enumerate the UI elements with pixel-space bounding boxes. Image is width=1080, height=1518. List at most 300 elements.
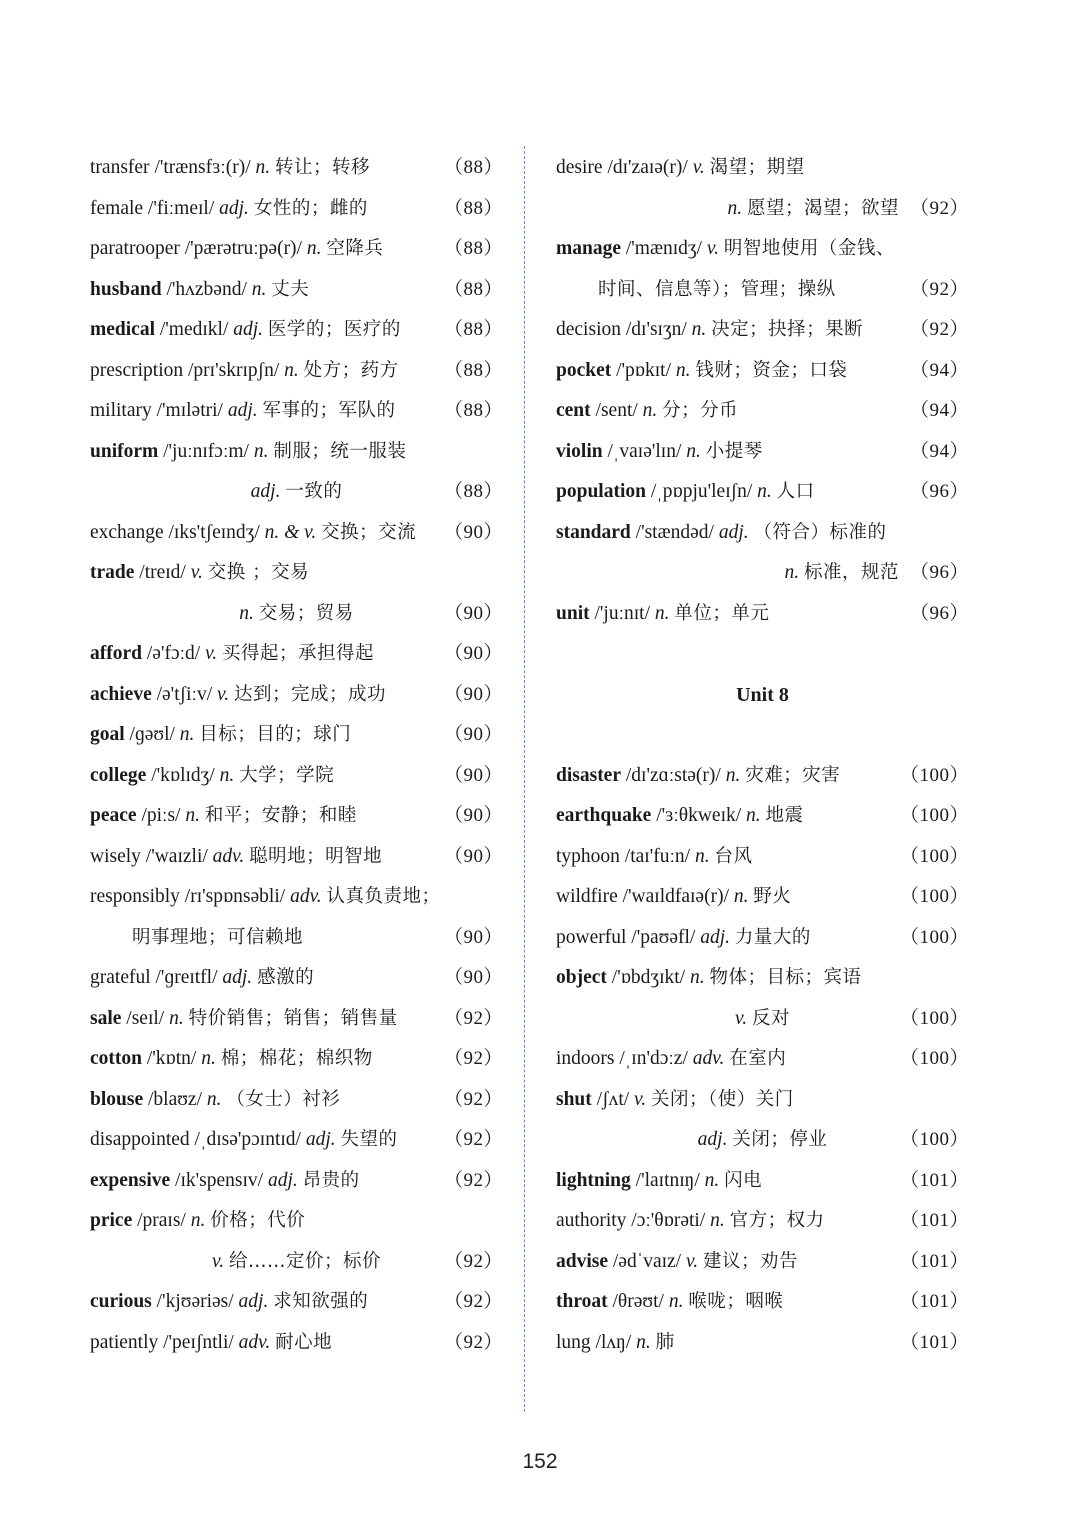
vocab-entry <box>90 1323 503 1364</box>
phonetic: /ədˈvaɪz/ <box>612 1250 682 1272</box>
meaning: 失望的 <box>340 1129 398 1150</box>
part-of-speech: v. <box>190 562 203 583</box>
part-of-speech: n. <box>206 1088 222 1110</box>
phonetic: /dɪ'zaɪə(r)/ <box>607 157 688 178</box>
headword: indoors <box>556 1048 615 1069</box>
page-ref: （92） <box>443 1250 503 1272</box>
part-of-speech: n. <box>725 764 741 786</box>
part-of-speech: n. <box>253 440 269 462</box>
page-ref: （88） <box>443 197 503 219</box>
page-ref: （88） <box>443 481 503 502</box>
phonetic: /dɪ'zɑːstə(r)/ <box>625 764 721 786</box>
headword: cotton <box>90 1048 142 1069</box>
meaning: 明事理地；可信赖地 <box>132 926 304 948</box>
headword: peace <box>90 805 137 826</box>
part-of-speech: v. <box>706 238 719 259</box>
phonetic: /'waɪzli/ <box>145 845 208 867</box>
page-ref: （100） <box>899 886 969 907</box>
page-ref: （96） <box>909 562 969 583</box>
part-of-speech: n. <box>201 1048 216 1069</box>
sense-text <box>735 999 790 1040</box>
vocab-entry <box>90 1080 503 1121</box>
vocab-entry <box>556 310 969 351</box>
vocab-entry <box>90 715 503 756</box>
vocab-entry <box>90 1161 503 1202</box>
phonetic: /'hʌzbənd/ <box>166 278 247 300</box>
meaning: 医学的；医疗的 <box>267 319 401 340</box>
page-ref: （92） <box>443 1331 503 1353</box>
meaning: 人口 <box>776 481 815 502</box>
vocab-entry <box>90 675 503 716</box>
headword: lung <box>556 1331 591 1353</box>
meaning: 肺 <box>655 1331 675 1353</box>
phonetic: /sent/ <box>595 400 638 421</box>
meaning: 制服；统一服装 <box>273 440 407 462</box>
meaning: 分；分币 <box>662 400 739 421</box>
phonetic: /dɪ'sɪʒn/ <box>625 319 687 340</box>
part-of-speech: v. <box>212 1250 225 1272</box>
part-of-speech: n. <box>686 440 701 462</box>
meaning: 愿望；渴望；欲望 <box>746 197 899 219</box>
meaning: 给……定价；标价 <box>228 1250 381 1272</box>
meaning: 目标；目的；球门 <box>199 724 352 745</box>
headword: typhoon <box>556 845 620 867</box>
part-of-speech: n. <box>710 1210 725 1231</box>
page-ref: （90） <box>443 521 503 543</box>
vocab-entry <box>556 796 969 837</box>
page-ref: （101） <box>899 1169 969 1191</box>
meaning: 台风 <box>714 845 753 867</box>
meaning: 丈夫 <box>271 278 310 300</box>
vocab-entry <box>556 958 969 999</box>
meaning: 关闭；（使）关门 <box>651 1088 794 1110</box>
part-of-speech: n. <box>694 845 710 867</box>
part-of-speech: adj. <box>219 197 249 219</box>
meaning: 求知欲强的 <box>273 1291 369 1312</box>
headword: standard <box>556 521 631 543</box>
part-of-speech: n. <box>190 1210 206 1231</box>
vocab-entry <box>90 553 503 594</box>
phonetic: /'laɪtnɪŋ/ <box>635 1169 700 1191</box>
meaning: 价格；代价 <box>210 1210 306 1231</box>
meaning: 灾难；灾害 <box>745 764 841 786</box>
part-of-speech: adj. <box>233 319 264 340</box>
page-ref: （92） <box>909 197 969 219</box>
headword: curious <box>90 1291 152 1312</box>
vocab-entry <box>556 756 969 797</box>
page-ref: （88） <box>443 359 503 381</box>
vocab-entry <box>556 1282 969 1323</box>
headword: throat <box>556 1291 608 1312</box>
headword: paratrooper <box>90 238 180 259</box>
meaning: 聪明地；明智地 <box>249 845 383 867</box>
meaning: 喉咙；咽喉 <box>688 1291 784 1312</box>
vocab-sense <box>556 189 969 230</box>
meaning: 耐心地 <box>275 1331 333 1353</box>
meaning: 小提琴 <box>705 440 763 462</box>
vocab-entry <box>90 513 503 554</box>
headword: wildfire <box>556 886 618 907</box>
page-ref: （92） <box>909 278 969 300</box>
page-ref: （88） <box>443 157 503 178</box>
part-of-speech: v. <box>685 1250 699 1272</box>
part-of-speech: adj. <box>238 1291 269 1312</box>
headword: achieve <box>90 683 152 705</box>
headword: manage <box>556 238 621 259</box>
phonetic: /θrəʊt/ <box>612 1291 664 1312</box>
phonetic: /'pærətruːpə(r)/ <box>184 238 302 259</box>
meaning: 物体；目标；宾语 <box>709 967 862 988</box>
phonetic: /'pɒkɪt/ <box>616 359 672 381</box>
vocab-entry <box>556 1242 969 1283</box>
page-ref: （90） <box>443 602 503 624</box>
meaning: 建议；劝告 <box>702 1250 798 1272</box>
page-ref: （96） <box>909 481 969 502</box>
sense-text <box>784 553 899 594</box>
page-ref: （88） <box>443 238 503 259</box>
right-column <box>556 148 969 1363</box>
vocab-sense <box>90 472 503 513</box>
part-of-speech: v. <box>205 643 218 664</box>
headword: blouse <box>90 1088 144 1110</box>
headword: expensive <box>90 1169 171 1191</box>
page-ref: （88） <box>443 319 503 340</box>
phonetic: /'mɪlətri/ <box>156 400 223 421</box>
headword: decision <box>556 319 621 340</box>
vocab-entry <box>90 1201 503 1242</box>
part-of-speech: adj. <box>227 400 258 421</box>
vocab-continuation <box>556 270 969 311</box>
part-of-speech: n. <box>219 764 235 786</box>
headword: lightning <box>556 1169 631 1191</box>
page-ref: （92） <box>443 1007 503 1029</box>
headword: authority <box>556 1210 627 1231</box>
page-ref: （96） <box>909 602 969 624</box>
page-ref: （94） <box>909 359 969 381</box>
page-ref: （100） <box>899 1007 969 1029</box>
vocab-entry <box>556 1323 969 1364</box>
meaning: 达到；完成；成功 <box>233 683 386 705</box>
headword: object <box>556 967 607 988</box>
sense-text <box>239 594 354 635</box>
vocab-entry <box>556 472 969 513</box>
vocab-entry <box>556 432 969 473</box>
headword: prescription <box>90 359 184 381</box>
part-of-speech: n. <box>185 805 200 826</box>
meaning: 转让；转移 <box>275 157 371 178</box>
part-of-speech: n. <box>746 805 761 826</box>
left-column <box>90 148 503 1363</box>
part-of-speech: n. <box>757 481 772 502</box>
meaning: 关闭；停业 <box>732 1129 828 1150</box>
part-of-speech: n. <box>179 724 195 745</box>
part-of-speech: n. <box>704 1169 720 1191</box>
phonetic: /blaʊz/ <box>147 1088 202 1110</box>
part-of-speech: n. <box>284 359 299 381</box>
meaning: 渴望；期望 <box>709 157 805 178</box>
headword: desire <box>556 157 603 178</box>
phonetic: /ɪks'tʃeɪndʒ/ <box>168 521 260 543</box>
part-of-speech: adv. <box>692 1048 725 1069</box>
phonetic: /lʌŋ/ <box>595 1331 632 1353</box>
part-of-speech: n. <box>239 602 254 624</box>
phonetic: /ə'fɔːd/ <box>146 643 201 664</box>
phonetic: /'stændəd/ <box>635 521 714 543</box>
vocab-entry <box>556 148 969 189</box>
meaning: 一致的 <box>285 481 343 502</box>
meaning: 明智地使用（金钱、 <box>723 238 895 259</box>
part-of-speech: n. <box>733 886 749 907</box>
page-ref: （90） <box>443 724 503 745</box>
phonetic: /'kjʊəriəs/ <box>156 1291 234 1312</box>
page-ref: （90） <box>443 643 503 664</box>
part-of-speech: n. <box>691 319 707 340</box>
vocab-entry <box>90 1039 503 1080</box>
phonetic: /'mænɪdʒ/ <box>625 238 702 259</box>
meaning: 棉；棉花；棉织物 <box>220 1048 373 1069</box>
headword: sale <box>90 1007 122 1029</box>
vocab-sense <box>90 1242 503 1283</box>
meaning: 交换 ；交易 <box>207 562 310 583</box>
meaning: 力量大的 <box>734 926 811 948</box>
vocab-entry <box>556 1039 969 1080</box>
phonetic: /ˌdɪsə'pɔɪntɪd/ <box>194 1129 301 1150</box>
part-of-speech: adv. <box>212 845 245 867</box>
vocab-entry <box>556 1080 969 1121</box>
headword: college <box>90 764 147 786</box>
vocab-entry <box>556 837 969 878</box>
vocab-entry <box>90 310 503 351</box>
headword: patiently <box>90 1331 159 1353</box>
headword: shut <box>556 1088 592 1110</box>
vocab-entry <box>90 796 503 837</box>
meaning: 标准，规范 <box>803 562 899 583</box>
part-of-speech: n. <box>689 967 705 988</box>
phonetic: /praɪs/ <box>137 1210 186 1231</box>
page-ref: （92） <box>443 1088 503 1110</box>
meaning: （女士）衬衫 <box>226 1088 341 1110</box>
unit-heading: Unit 8 <box>736 683 789 706</box>
part-of-speech: adj. <box>697 1129 728 1150</box>
phonetic: /'paʊəfl/ <box>631 926 696 948</box>
phonetic: /'kɒlɪdʒ/ <box>151 764 215 786</box>
part-of-speech: v. <box>735 1007 748 1029</box>
phonetic: /rɪ'spɒnsəbli/ <box>184 886 286 907</box>
part-of-speech: adj. <box>267 1169 298 1191</box>
meaning: 地震 <box>765 805 804 826</box>
phonetic: /piːs/ <box>141 805 181 826</box>
page-ref: （100） <box>899 926 969 948</box>
meaning: 决定；抉择；果断 <box>711 319 864 340</box>
headword: cent <box>556 400 591 421</box>
part-of-speech: n. <box>169 1007 184 1029</box>
meaning: 处方；药方 <box>303 359 399 381</box>
page-ref: （94） <box>909 400 969 421</box>
meaning: 在室内 <box>729 1048 787 1069</box>
phonetic: /ʃʌt/ <box>596 1088 630 1110</box>
sense-text <box>212 1242 381 1283</box>
meaning: 闪电 <box>724 1169 763 1191</box>
page-ref: （92） <box>443 1169 503 1191</box>
phonetic: /ˌɪn'dɔːz/ <box>619 1048 688 1069</box>
part-of-speech: n. <box>654 602 670 624</box>
headword: military <box>90 400 152 421</box>
vocab-entry <box>90 999 503 1040</box>
part-of-speech: adj. <box>222 967 253 988</box>
meaning: （符合）标准的 <box>753 521 887 543</box>
page-ref: （90） <box>443 967 503 988</box>
sense-text <box>727 189 899 230</box>
part-of-speech: n. <box>784 562 800 583</box>
phonetic: /'ɡreɪtfl/ <box>155 967 218 988</box>
meaning: 女性的；雌的 <box>253 197 368 219</box>
meaning: 交易；贸易 <box>258 602 354 624</box>
part-of-speech: n. <box>642 400 658 421</box>
headword: population <box>556 481 646 502</box>
vocab-entry <box>556 391 969 432</box>
vocab-entry <box>556 877 969 918</box>
vocab-sense <box>556 553 969 594</box>
vocab-entry <box>90 1282 503 1323</box>
headword: earthquake <box>556 805 652 826</box>
page-ref: （92） <box>443 1048 503 1069</box>
vocab-entry <box>90 756 503 797</box>
headword: unit <box>556 602 590 624</box>
headword: husband <box>90 278 162 300</box>
phonetic: /ɔː'θɒrəti/ <box>631 1210 706 1231</box>
phonetic: /prɪ'skrɪpʃn/ <box>188 359 280 381</box>
vocab-entry <box>90 229 503 270</box>
headword: trade <box>90 562 135 583</box>
page-ref: （100） <box>899 1129 969 1150</box>
part-of-speech: n. <box>255 157 271 178</box>
phonetic: /'peɪʃntli/ <box>163 1331 234 1353</box>
phonetic: /ɪk'spensɪv/ <box>175 1169 264 1191</box>
phonetic: /seɪl/ <box>126 1007 165 1029</box>
phonetic: /ə'tʃiːv/ <box>156 683 213 705</box>
vocab-sense <box>556 1120 969 1161</box>
meaning: 感激的 <box>257 967 315 988</box>
part-of-speech: n. <box>668 1291 684 1312</box>
page-ref: （101） <box>899 1210 969 1231</box>
vocab-entry <box>556 1161 969 1202</box>
part-of-speech: adj. <box>250 481 281 502</box>
phonetic: /'juːnɪt/ <box>594 602 651 624</box>
vocab-entry <box>90 877 503 918</box>
page-ref: （90） <box>443 683 503 705</box>
part-of-speech: adj. <box>305 1129 336 1150</box>
part-of-speech: n. <box>727 197 743 219</box>
meaning: 认真负责地； <box>326 886 441 907</box>
page-ref: （90） <box>443 805 503 826</box>
page-ref: （100） <box>899 805 969 826</box>
page-ref: （90） <box>443 926 503 948</box>
page-ref: （90） <box>443 764 503 786</box>
vocab-entry <box>556 918 969 959</box>
vocab-sense <box>556 999 969 1040</box>
headword: price <box>90 1210 133 1231</box>
vocab-entry <box>90 391 503 432</box>
phonetic: /'fiːmeɪl/ <box>147 197 215 219</box>
headword: advise <box>556 1250 609 1272</box>
phonetic: /'ɜːθkweɪk/ <box>656 805 742 826</box>
headword: disappointed <box>90 1129 190 1150</box>
vocab-entry <box>556 594 969 635</box>
meaning: 钱财；资金；口袋 <box>695 359 848 381</box>
vocab-entry <box>90 634 503 675</box>
page-ref: （92） <box>443 1291 503 1312</box>
column-divider <box>524 146 525 1412</box>
blank-row <box>556 715 969 756</box>
part-of-speech: n. <box>636 1331 651 1353</box>
meaning: 野火 <box>753 886 792 907</box>
headword: medical <box>90 319 155 340</box>
part-of-speech: adv. <box>238 1331 271 1353</box>
phonetic: /'trænsfɜː(r)/ <box>154 157 251 178</box>
vocab-entry <box>556 513 969 554</box>
page-ref: （92） <box>909 319 969 340</box>
vocab-entry <box>90 270 503 311</box>
phonetic: /'ɒbdʒɪkt/ <box>611 967 686 988</box>
sense-text <box>698 1120 828 1161</box>
vocab-entry <box>90 958 503 999</box>
vocab-entry <box>90 351 503 392</box>
headword: goal <box>90 724 125 745</box>
page-ref: （88） <box>443 400 503 421</box>
phonetic: /ˌvaɪə'lɪn/ <box>607 440 682 462</box>
vocab-entry <box>556 229 969 270</box>
vocab-sense <box>90 594 503 635</box>
meaning: 单位；单元 <box>674 602 770 624</box>
meaning: 买得起；承担得起 <box>222 643 375 664</box>
page-ref: （100） <box>899 764 969 786</box>
part-of-speech: v. <box>692 157 705 178</box>
phonetic: /'waɪldfaɪə(r)/ <box>622 886 729 907</box>
meaning: 军事的；军队的 <box>262 400 396 421</box>
vocab-entry <box>90 189 503 230</box>
headword: violin <box>556 440 603 462</box>
page-ref: （101） <box>899 1331 969 1353</box>
page-ref: （101） <box>899 1291 969 1312</box>
vocab-continuation <box>90 918 503 959</box>
headword: female <box>90 197 144 219</box>
blank-row <box>556 634 969 675</box>
part-of-speech: n. <box>251 278 267 300</box>
phonetic: /ɡəʊl/ <box>129 724 175 745</box>
page-ref: （94） <box>909 440 969 462</box>
meaning: 空降兵 <box>326 238 384 259</box>
headword: transfer <box>90 157 150 178</box>
meaning: 交换；交流 <box>321 521 417 543</box>
part-of-speech: n. <box>306 238 322 259</box>
page-ref: （92） <box>443 1129 503 1150</box>
page-number: 152 <box>522 1450 558 1473</box>
page-ref: （88） <box>443 278 503 300</box>
sense-text <box>251 472 343 513</box>
part-of-speech: v. <box>634 1088 647 1110</box>
meaning: 反对 <box>751 1007 790 1029</box>
page-ref: （100） <box>899 845 969 867</box>
page-ref: （101） <box>899 1250 969 1272</box>
part-of-speech: n. <box>675 359 691 381</box>
meaning: 时间、信息等）；管理；操纵 <box>598 278 836 300</box>
phonetic: /ˌpɒpju'leɪʃn/ <box>650 481 753 502</box>
headword: uniform <box>90 440 159 462</box>
headword: grateful <box>90 967 151 988</box>
part-of-speech: v. <box>217 683 230 705</box>
vocab-entry <box>90 837 503 878</box>
part-of-speech: adv. <box>290 886 322 907</box>
